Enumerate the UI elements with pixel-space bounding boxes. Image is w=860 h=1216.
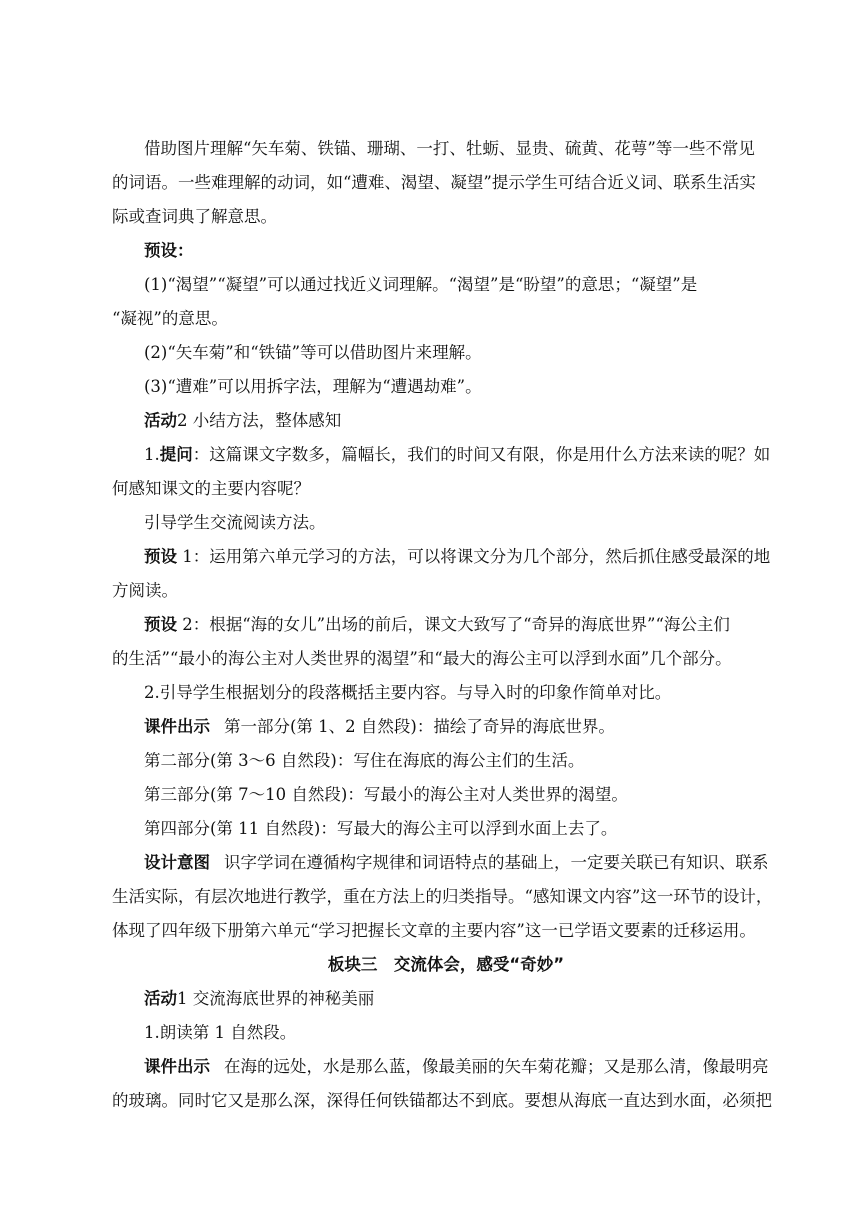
text-line: (3)“遭难”可以用拆字法，理解为“遭遇劫难”。 xyxy=(144,377,482,396)
section-3-heading xyxy=(112,955,780,989)
preset-1 xyxy=(112,547,780,615)
courseware-block-2 xyxy=(112,1057,780,1125)
section-title: 板块三 交流体会，感受“奇妙” xyxy=(327,955,565,974)
activity-label: 活动 xyxy=(144,411,177,430)
text-line xyxy=(112,1057,780,1091)
question-text: ：这篇课文字数多，篇幅长，我们的时间又有限，你是用什么方法来读的呢？如 xyxy=(192,445,771,464)
preset-text: 2：根据“海的女儿”出场的前后，课文大致写了“奇异的海底世界”“海公主们 xyxy=(177,615,730,634)
preset-2 xyxy=(112,615,780,683)
text-line: 体现了四年级下册第六单元“学习把握长文章的主要内容”这一已学语文要素的迁移运用。 xyxy=(112,921,756,940)
intro-paragraph xyxy=(112,139,780,241)
activity-label: 活动 xyxy=(144,989,177,1008)
courseware-label: 课件出示 xyxy=(144,1057,210,1076)
text-line: 2.引导学生根据划分的段落概括主要内容。与导入时的印象作简单对比。 xyxy=(144,683,672,702)
text-line: 借助图片理解“矢车菊、铁锚、珊瑚、一打、牡蛎、显贵、硫黄、花萼”等一些不常见 xyxy=(144,139,755,158)
text-line: 的词语。一些难理解的动词，如“遭难、渴望、凝望”提示学生可结合近义词、联系生活实 xyxy=(112,173,756,192)
text-line xyxy=(112,411,780,445)
preset-text: 1：运用第六单元学习的方法，可以将课文分为几个部分，然后抓住感受最深的地 xyxy=(177,547,771,566)
activity-title: 2 小结方法，整体感知 xyxy=(177,411,342,430)
preset-item-1 xyxy=(112,275,780,343)
courseware-text: 在海的远处，水是那么蓝，像最美丽的矢车菊花瓣；又是那么清，像最明亮 xyxy=(224,1057,769,1076)
text-line: “凝视”的意思。 xyxy=(112,309,228,328)
preset-heading xyxy=(112,241,780,275)
courseware-text: 第二部分(第 3～6 自然段)：写住在海底的海公主们的生活。 xyxy=(144,751,585,770)
activity-1-heading xyxy=(112,989,780,1023)
design-intent xyxy=(112,853,780,955)
read-instruction xyxy=(112,1023,780,1057)
text-line xyxy=(112,989,780,1023)
courseware-text: 第四部分(第 11 自然段)：写最大的海公主可以浮到水面上去了。 xyxy=(144,819,618,838)
question-2 xyxy=(112,683,780,717)
text-line: 何感知课文的主要内容呢？ xyxy=(112,479,310,498)
text-line: (2)“矢车菊”和“铁锚”等可以借助图片来理解。 xyxy=(144,343,482,362)
courseware-text: 第三部分(第 7～10 自然段)：写最小的海公主对人类世界的渴望。 xyxy=(144,785,628,804)
text-line: 的生活”“最小的海公主对人类世界的渴望”和“最大的海公主可以浮到水面”几个部分。 xyxy=(112,649,732,668)
text-line: 1.朗读第 1 自然段。 xyxy=(144,1023,297,1042)
courseware-text: 第一部分(第 1、2 自然段)：描绘了奇异的海底世界。 xyxy=(224,717,615,736)
activity-2-heading xyxy=(112,411,780,445)
courseware-label: 课件出示 xyxy=(144,717,210,736)
text-line: 引导学生交流阅读方法。 xyxy=(144,513,326,532)
activity-title: 1 交流海底世界的神秘美丽 xyxy=(177,989,375,1008)
question-1 xyxy=(112,445,780,513)
text-line: 生活实际，有层次地进行教学，重在方法上的归类指导。“感知课文内容”这一环节的设计， xyxy=(112,887,773,906)
design-text: 识字学词在遵循构字规律和词语特点的基础上，一定要关联已有知识、联系 xyxy=(224,853,769,872)
document-body xyxy=(112,139,780,1125)
question-label: 提问 xyxy=(159,445,193,464)
question-number: 1. xyxy=(144,445,160,464)
text-line: 方阅读。 xyxy=(112,581,178,600)
text-line xyxy=(112,445,780,479)
preset-label: 预设： xyxy=(144,241,194,260)
text-line: (1)“渴望”“凝望”可以通过找近义词理解。“渴望”是“盼望”的意思；“凝望”是 xyxy=(144,275,698,294)
text-line xyxy=(112,853,780,887)
text-line xyxy=(112,615,780,649)
courseware-text: 的玻璃。同时它又是那么深，深得任何铁锚都达不到底。要想从海底一直达到水面，必须把 xyxy=(112,1091,772,1110)
text-line: 际或查词典了解意思。 xyxy=(112,207,277,226)
preset-item-2 xyxy=(112,343,780,377)
design-label: 设计意图 xyxy=(144,853,210,872)
courseware-block xyxy=(112,717,780,853)
preset-label: 预设 xyxy=(144,615,177,634)
text-line xyxy=(112,547,780,581)
text-line xyxy=(112,717,780,751)
preset-label: 预设 xyxy=(144,547,177,566)
preset-item-3 xyxy=(112,377,780,411)
guide-text xyxy=(112,513,780,547)
